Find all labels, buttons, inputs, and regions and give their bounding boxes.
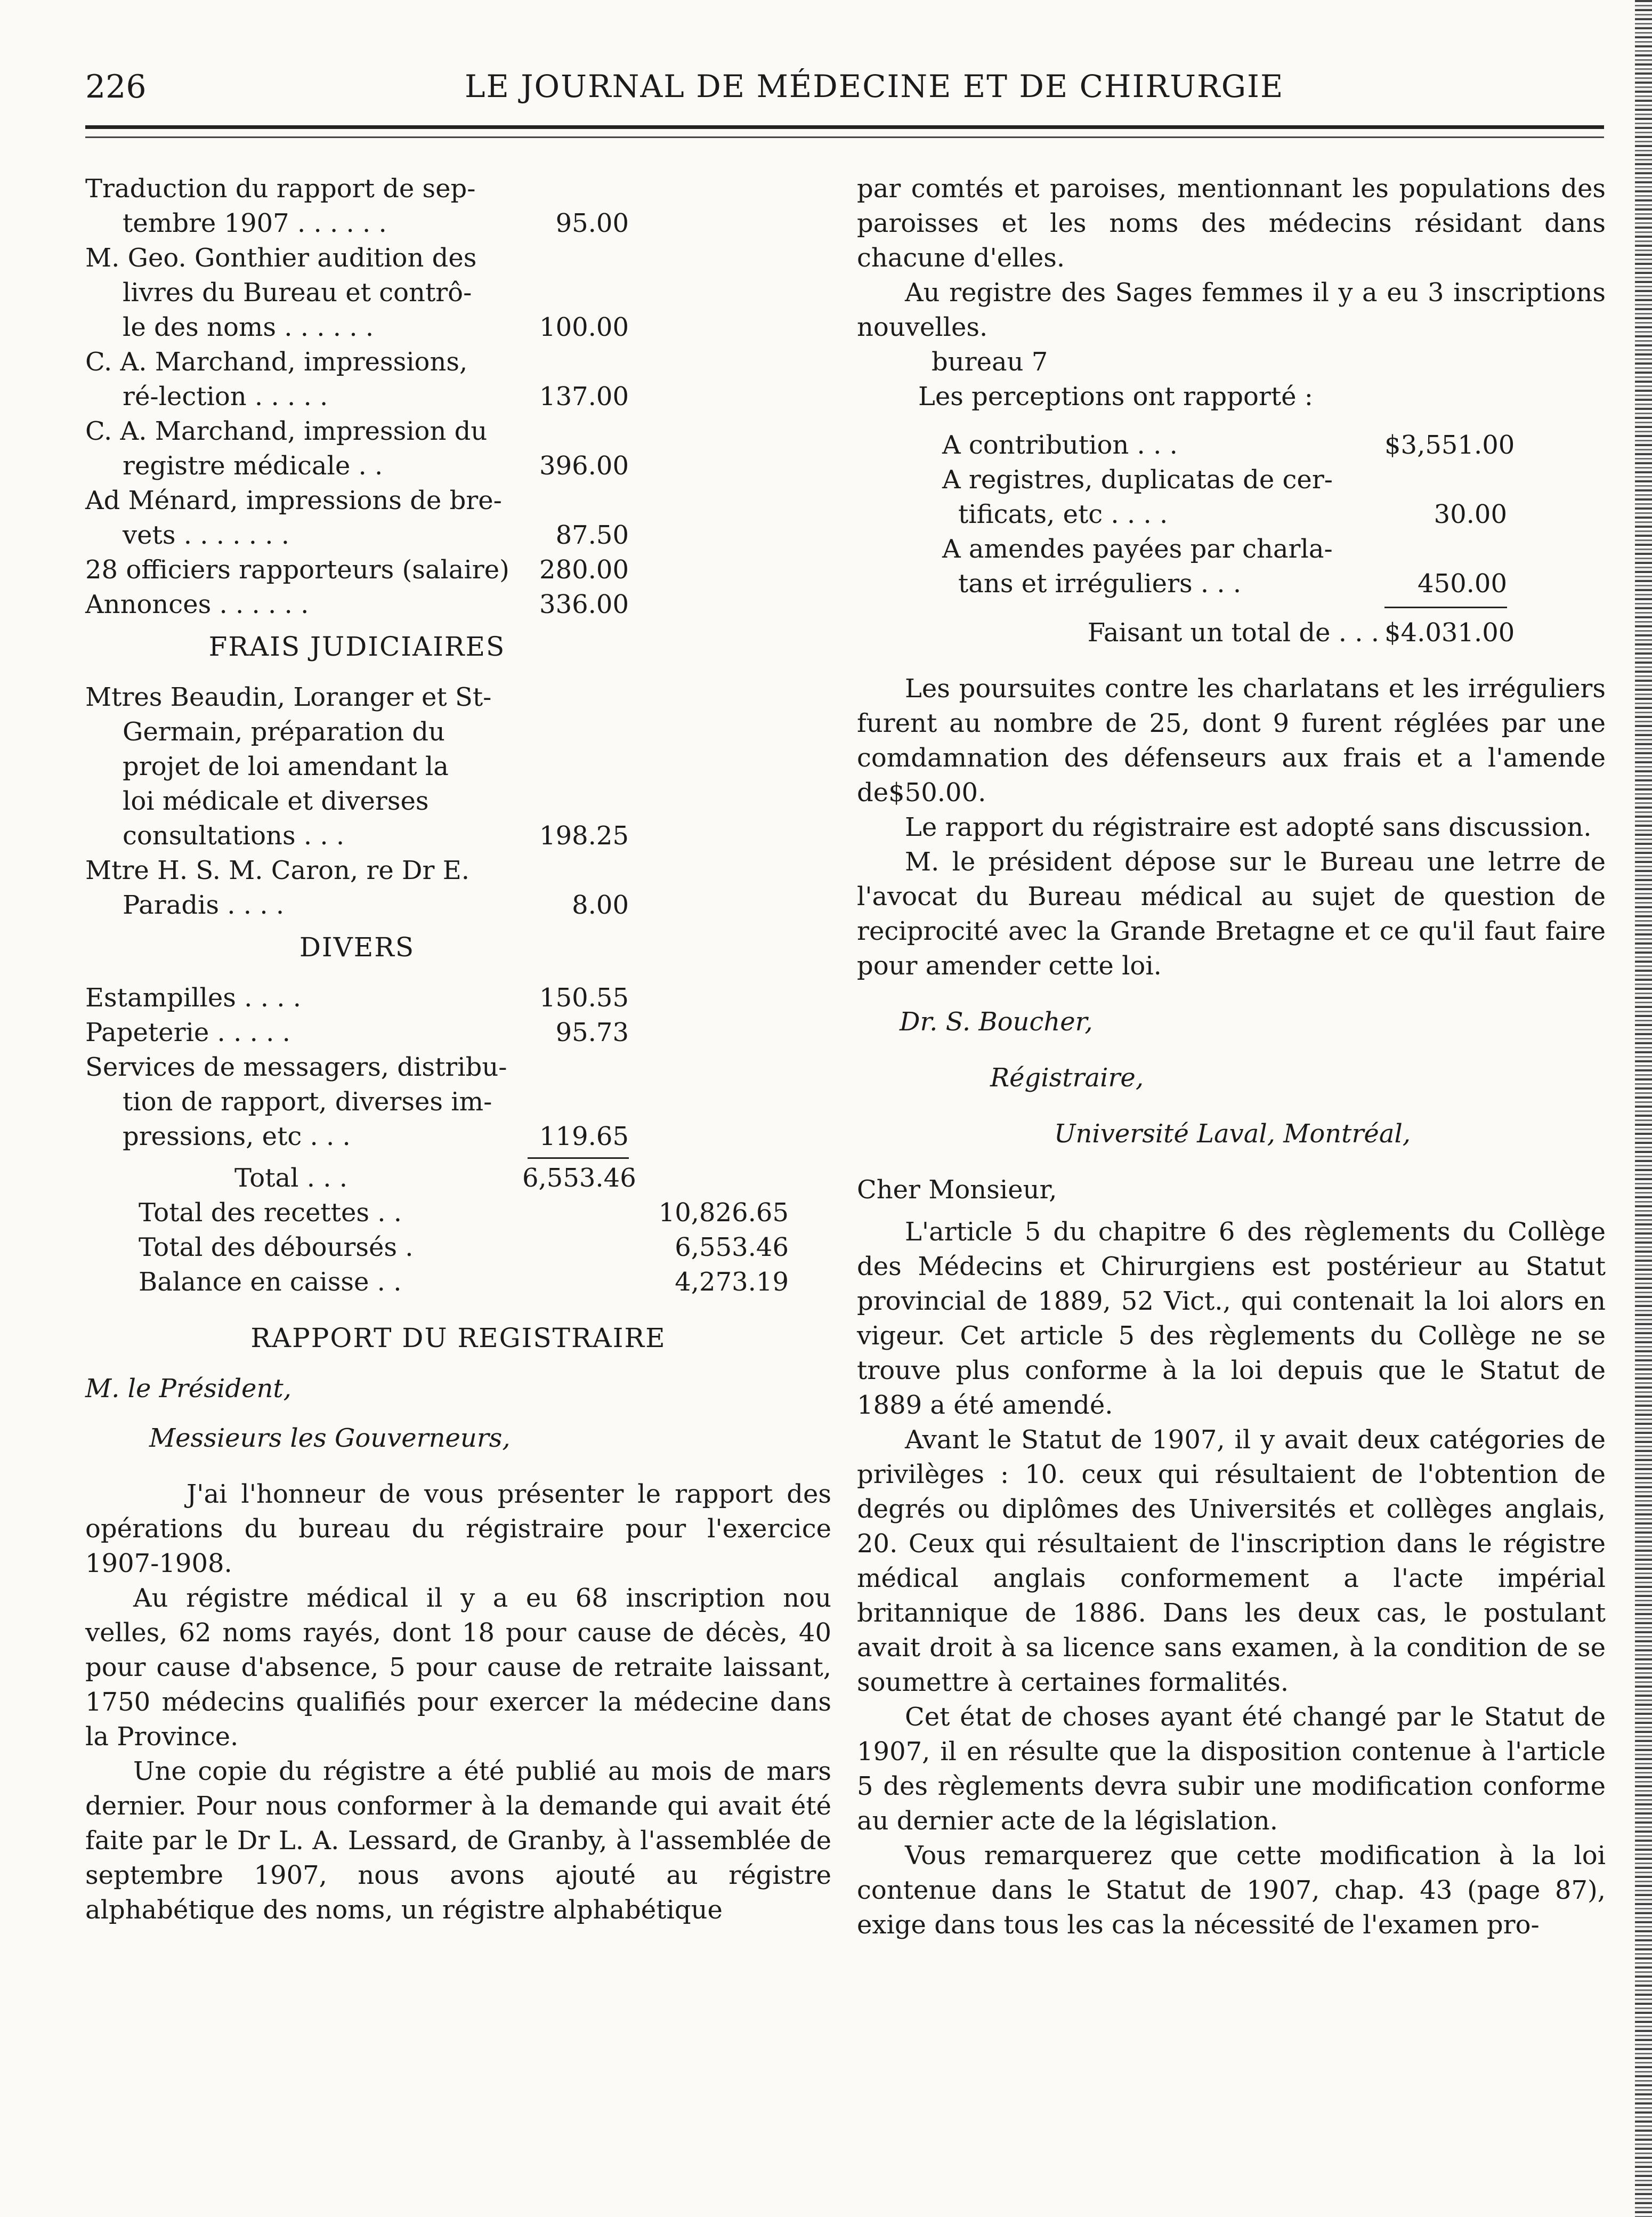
subtotal-rule xyxy=(528,1157,629,1159)
receipt-amount: 30.00 xyxy=(1434,499,1507,529)
divers-list xyxy=(85,981,831,1154)
receipt-row xyxy=(942,532,1606,601)
total-amount: 6,553.46 xyxy=(522,1163,636,1193)
page-number: 226 xyxy=(85,68,147,106)
divers-amount: 119.65 xyxy=(539,1122,629,1151)
expenses-list xyxy=(85,172,831,622)
letter-recipient: Dr. S. Boucher, xyxy=(900,1007,1093,1037)
letter-paragraph: Vous remarquerez que cette modification à la loi contenue dans le Statut de 1907, chap. 43 (page 87), exige dans tous les cas la nécessité de l'examen pro- xyxy=(857,1841,1606,1940)
paragraph: Une copie du régistre a été publié au mois de mars dernier. Pour nous conformer à la demande qui avait été faite par le Dr L. A. Lessard, de Granby, à l'assemblée de septembre 1907, nous avons ajouté au régistre alphabétique des noms, un régistre alphabétique xyxy=(85,1756,831,1925)
receipts-total-label: Faisant un total de . . . xyxy=(1087,618,1379,648)
divers-label: Papeterie . . . . . xyxy=(85,1018,290,1047)
paragraph: Au régistre médical il y a eu 68 inscription nou velles, 62 noms rayés, dont 18 pour cause de décès, 40 pour cause d'absence, 5 pour cause de retraite laissant, 1750 médecins qualifiés pour exercer la médecine dans la Province. xyxy=(85,1583,831,1752)
total-label: Total . . . xyxy=(234,1163,347,1193)
expense-amount: 396.00 xyxy=(539,451,629,481)
letter-paragraph: Avant le Statut de 1907, il y avait deux catégories de privilèges : 10. ceux qui résultaient de l'obtention de degrés ou diplômes des Universités et collèges anglais, 20. Ceux qui résultaient de l'inscription dans le régistre médical anglais conformement a l'acte impérial britannique de 1886. Dans les deux cas, le postulant avait droit à sa licence sans examen, à la condition de se soumettre à certaines formalités. xyxy=(857,1425,1606,1697)
expense-label: C. A. Marchand, impressions, ré-lection . . . . . xyxy=(85,347,468,412)
expense-amount: 95.00 xyxy=(555,208,629,238)
expense-label: 28 officiers rapporteurs (salaire) xyxy=(85,555,509,585)
frais-heading: FRAIS JUDICIAIRES xyxy=(208,631,506,662)
expense-label: Traduction du rapport de sep- tembre 1907 . . . . . . xyxy=(85,174,476,238)
expense-label: C. A. Marchand, impression du registre médicale . . xyxy=(85,416,488,481)
paragraph: Au registre des Sages femmes il y a eu 3 inscriptions nouvelles. xyxy=(857,278,1606,342)
paragraph: Le rapport du régistraire est adopté sans discussion. xyxy=(905,812,1592,842)
receipts-total-row xyxy=(942,616,1606,650)
expense-amount: 280.00 xyxy=(539,555,629,585)
expense-amount: 100.00 xyxy=(539,312,629,342)
expense-amount: 87.50 xyxy=(555,520,629,550)
receipt-amount: $3,551.00 xyxy=(1384,430,1515,460)
right-column xyxy=(857,172,1606,1942)
frais-amount: 198.25 xyxy=(539,821,629,851)
frais-list xyxy=(85,680,831,923)
frais-label: Mtres Beaudin, Loranger et St- Germain, préparation du projet de loi amendant la loi médicale et diverses consultations . . . xyxy=(85,682,492,851)
balance-label: Balance en caisse . . xyxy=(139,1267,402,1297)
receipt-label: A amendes payées par charla- tans et irréguliers . . . xyxy=(942,534,1333,599)
expense-row xyxy=(85,241,831,345)
divers-heading: DIVERS xyxy=(299,932,415,963)
balance-row xyxy=(85,1196,831,1230)
balance-amount: 4,273.19 xyxy=(675,1267,789,1297)
divers-row xyxy=(85,981,831,1015)
letter-recipient-title: Régistraire, xyxy=(990,1063,1144,1093)
expense-amount: 336.00 xyxy=(539,590,629,619)
divers-label: Services de messagers, distribu- tion de rapport, diverses im- pressions, etc . . . xyxy=(85,1052,507,1151)
divers-amount: 95.73 xyxy=(555,1018,629,1047)
letter-paragraph: L'article 5 du chapitre 6 des règlements du Collège des Médecins et Chirurgiens est postérieur au Statut provincial de 1889, 52 Vict., qui contenait la loi alors en vigeur. Cet article 5 des règlements du Collège ne se trouve plus conforme à la loi depuis que le Statut de 1889 a été amendé. xyxy=(857,1217,1606,1420)
receipt-row xyxy=(942,463,1606,532)
frais-label: Mtre H. S. M. Caron, re Dr E. Paradis . . . . xyxy=(85,856,469,920)
balance-row xyxy=(85,1230,831,1265)
salutation-gouverneurs: Messieurs les Gouverneurs, xyxy=(149,1423,511,1453)
salutation-president: M. le Président, xyxy=(85,1374,291,1404)
receipt-row xyxy=(942,428,1606,463)
expense-label: M. Geo. Gonthier audition des livres du Bureau et contrô- le des noms . . . . . . xyxy=(85,243,477,342)
paragraph: par comtés et paroises, mentionnant les populations des paroisses et les noms des médecins résidant dans chacune d'elles. xyxy=(857,174,1606,273)
bureau-line: bureau 7 xyxy=(932,347,1048,377)
frais-amount: 8.00 xyxy=(572,890,629,920)
receipt-label: A contribution . . . xyxy=(942,430,1178,460)
receipt-label: A registres, duplicatas de cer- tificats, etc . . . . xyxy=(942,465,1333,529)
expense-row xyxy=(85,414,831,483)
letter-greeting: Cher Monsieur, xyxy=(857,1175,1057,1205)
perceptions-line: Les perceptions ont rapporté : xyxy=(918,382,1313,412)
journal-title: LE JOURNAL DE MÉDECINE ET DE CHIRURGIE xyxy=(465,68,1284,104)
expense-label: Ad Ménard, impressions de bre- vets . . . . . . . xyxy=(85,486,502,550)
rapport-heading: RAPPORT DU REGISTRAIRE xyxy=(250,1323,666,1353)
expense-row xyxy=(85,483,831,553)
receipts-table xyxy=(942,428,1606,608)
left-column xyxy=(85,172,831,1928)
balance-amount: 6,553.46 xyxy=(675,1232,789,1262)
receipts-rule xyxy=(1384,607,1507,608)
total-row xyxy=(85,1161,831,1196)
expense-label: Annonces . . . . . . xyxy=(85,590,309,619)
receipt-amount: 450.00 xyxy=(1418,569,1507,599)
divers-row xyxy=(85,1015,831,1050)
scan-edge-decoration xyxy=(1635,0,1652,2217)
expense-row xyxy=(85,345,831,414)
divers-row xyxy=(85,1050,831,1154)
paragraph: M. le président dépose sur le Bureau une letrre de l'avocat du Bureau médical au sujet de question de reciprocité avec la Grande Bretagne et ce qu'il faut faire pour amender cette loi. xyxy=(857,847,1606,981)
paragraph: J'ai l'honneur de vous présenter le rapport des opérations du bureau du régistraire pour l'exercice 1907-1908. xyxy=(85,1479,831,1578)
balance-label: Total des recettes . . xyxy=(139,1198,402,1228)
divers-amount: 150.55 xyxy=(539,983,629,1013)
expense-row xyxy=(85,553,831,587)
frais-row xyxy=(85,680,831,853)
letter-recipient-place: Université Laval, Montréal, xyxy=(1054,1119,1411,1149)
balance-label: Total des déboursés . xyxy=(139,1232,414,1262)
balance-amount: 10,826.65 xyxy=(658,1198,789,1228)
receipts-total-amount: $4.031.00 xyxy=(1384,618,1515,648)
expense-amount: 137.00 xyxy=(539,382,629,412)
expense-row xyxy=(85,587,831,622)
header-rule xyxy=(85,125,1604,138)
divers-label: Estampilles . . . . xyxy=(85,983,301,1013)
paragraph: Les poursuites contre les charlatans et les irréguliers furent au nombre de 25, dont 9 furent réglées par une comdamnation des défenseurs aux frais et a l'amende de$50.00. xyxy=(857,674,1606,808)
letter-paragraph: Cet état de choses ayant été changé par le Statut de 1907, il en résulte que la disposition contenue à l'article 5 des règlements devra subir une modification conforme au dernier acte de la législation. xyxy=(857,1702,1606,1836)
expense-row xyxy=(85,172,831,241)
frais-row xyxy=(85,853,831,923)
balance-row xyxy=(85,1265,831,1300)
